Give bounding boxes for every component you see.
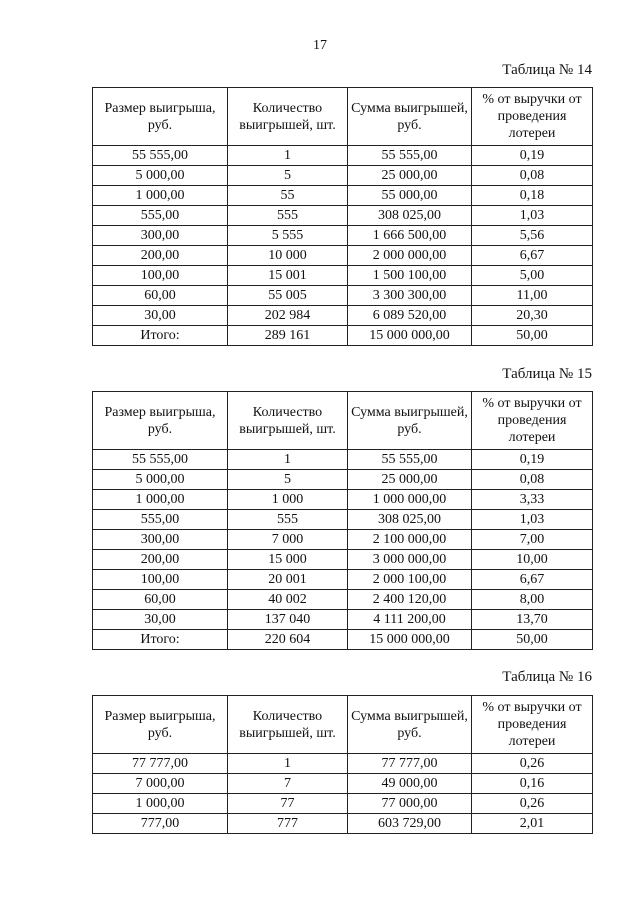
cell-prize-sum: 55 000,00 bbox=[348, 186, 472, 206]
cell-revenue-percent: 0,26 bbox=[472, 794, 593, 814]
cell-revenue-percent: 50,00 bbox=[472, 630, 593, 650]
cell-revenue-percent: 5,00 bbox=[472, 266, 593, 286]
cell-prize-sum: 1 500 100,00 bbox=[348, 266, 472, 286]
table-row bbox=[93, 266, 593, 286]
table-row bbox=[93, 814, 593, 834]
cell-prize-size: 1 000,00 bbox=[93, 186, 228, 206]
cell-prize-sum: 25 000,00 bbox=[348, 166, 472, 186]
table-16-caption: Таблица № 16 bbox=[502, 669, 592, 685]
cell-revenue-percent: 3,33 bbox=[472, 490, 593, 510]
header-revenue-percent: % от выручки от проведения лотереи bbox=[472, 88, 593, 146]
header-prize-sum: Сумма выигрышей, руб. bbox=[348, 392, 472, 450]
table-14-caption: Таблица № 14 bbox=[502, 62, 592, 78]
table-row bbox=[93, 570, 593, 590]
cell-prize-sum: 1 666 500,00 bbox=[348, 226, 472, 246]
cell-revenue-percent: 6,67 bbox=[472, 246, 593, 266]
cell-prize-size: 30,00 bbox=[93, 306, 228, 326]
cell-revenue-percent: 0,19 bbox=[472, 450, 593, 470]
header-prize-sum: Сумма выигрышей, руб. bbox=[348, 696, 472, 754]
cell-prize-size: 7 000,00 bbox=[93, 774, 228, 794]
cell-prize-sum: 55 555,00 bbox=[348, 146, 472, 166]
cell-revenue-percent: 0,19 bbox=[472, 146, 593, 166]
cell-prize-size: 60,00 bbox=[93, 286, 228, 306]
cell-prize-count: 20 001 bbox=[228, 570, 348, 590]
cell-revenue-percent: 0,08 bbox=[472, 166, 593, 186]
cell-prize-count: 7 000 bbox=[228, 530, 348, 550]
table-row bbox=[93, 530, 593, 550]
cell-prize-size: 555,00 bbox=[93, 510, 228, 530]
cell-prize-count: 1 bbox=[228, 754, 348, 774]
header-prize-size: Размер выигрыша, руб. bbox=[93, 392, 228, 450]
cell-prize-sum: 308 025,00 bbox=[348, 206, 472, 226]
table-row bbox=[93, 306, 593, 326]
table-row bbox=[93, 226, 593, 246]
cell-prize-sum: 77 000,00 bbox=[348, 794, 472, 814]
cell-prize-count: 555 bbox=[228, 510, 348, 530]
table-14 bbox=[92, 87, 593, 346]
cell-prize-size: 200,00 bbox=[93, 246, 228, 266]
cell-prize-size: 30,00 bbox=[93, 610, 228, 630]
cell-prize-sum: 2 000 000,00 bbox=[348, 246, 472, 266]
cell-prize-sum: 1 000 000,00 bbox=[348, 490, 472, 510]
table-row bbox=[93, 206, 593, 226]
cell-revenue-percent: 8,00 bbox=[472, 590, 593, 610]
cell-prize-size: 300,00 bbox=[93, 530, 228, 550]
cell-prize-sum: 4 111 200,00 bbox=[348, 610, 472, 630]
cell-prize-size: 5 000,00 bbox=[93, 166, 228, 186]
header-prize-size: Размер выигрыша, руб. bbox=[93, 696, 228, 754]
table-row bbox=[93, 630, 593, 650]
cell-prize-count: 5 bbox=[228, 166, 348, 186]
cell-prize-size: 55 555,00 bbox=[93, 450, 228, 470]
cell-prize-size: 100,00 bbox=[93, 570, 228, 590]
cell-prize-count: 5 555 bbox=[228, 226, 348, 246]
cell-prize-size: 300,00 bbox=[93, 226, 228, 246]
cell-prize-size: 55 555,00 bbox=[93, 146, 228, 166]
cell-revenue-percent: 20,30 bbox=[472, 306, 593, 326]
cell-prize-sum: 25 000,00 bbox=[348, 470, 472, 490]
table-header-row bbox=[93, 392, 593, 450]
cell-prize-count: 40 002 bbox=[228, 590, 348, 610]
table-row bbox=[93, 490, 593, 510]
cell-prize-size: 555,00 bbox=[93, 206, 228, 226]
cell-prize-size: 1 000,00 bbox=[93, 794, 228, 814]
table-row bbox=[93, 450, 593, 470]
cell-prize-count: 15 001 bbox=[228, 266, 348, 286]
cell-prize-count: 7 bbox=[228, 774, 348, 794]
cell-prize-size: 777,00 bbox=[93, 814, 228, 834]
table-header-row bbox=[93, 696, 593, 754]
cell-revenue-percent: 0,26 bbox=[472, 754, 593, 774]
table-row bbox=[93, 774, 593, 794]
table-row bbox=[93, 186, 593, 206]
table-row bbox=[93, 794, 593, 814]
cell-revenue-percent: 0,16 bbox=[472, 774, 593, 794]
cell-prize-count: 55 bbox=[228, 186, 348, 206]
cell-prize-sum: 3 300 300,00 bbox=[348, 286, 472, 306]
cell-prize-count: 77 bbox=[228, 794, 348, 814]
table-row bbox=[93, 590, 593, 610]
cell-prize-sum: 15 000 000,00 bbox=[348, 630, 472, 650]
cell-prize-size: 200,00 bbox=[93, 550, 228, 570]
header-revenue-percent: % от выручки от проведения лотереи bbox=[472, 392, 593, 450]
cell-prize-count: 5 bbox=[228, 470, 348, 490]
cell-revenue-percent: 11,00 bbox=[472, 286, 593, 306]
table-16 bbox=[92, 695, 593, 834]
cell-prize-size: 77 777,00 bbox=[93, 754, 228, 774]
cell-revenue-percent: 50,00 bbox=[472, 326, 593, 346]
cell-prize-count: 1 000 bbox=[228, 490, 348, 510]
table-15 bbox=[92, 391, 593, 650]
cell-revenue-percent: 6,67 bbox=[472, 570, 593, 590]
cell-prize-size: Итого: bbox=[93, 326, 228, 346]
table-row bbox=[93, 326, 593, 346]
table-row bbox=[93, 470, 593, 490]
cell-prize-size: 5 000,00 bbox=[93, 470, 228, 490]
cell-prize-sum: 55 555,00 bbox=[348, 450, 472, 470]
cell-prize-count: 137 040 bbox=[228, 610, 348, 630]
page-number: 17 bbox=[313, 38, 327, 53]
table-row bbox=[93, 754, 593, 774]
cell-prize-sum: 2 100 000,00 bbox=[348, 530, 472, 550]
cell-prize-sum: 2 000 100,00 bbox=[348, 570, 472, 590]
cell-prize-count: 55 005 bbox=[228, 286, 348, 306]
table-row bbox=[93, 610, 593, 630]
table-15-caption: Таблица № 15 bbox=[502, 366, 592, 382]
cell-revenue-percent: 0,08 bbox=[472, 470, 593, 490]
cell-prize-sum: 603 729,00 bbox=[348, 814, 472, 834]
cell-prize-sum: 49 000,00 bbox=[348, 774, 472, 794]
cell-revenue-percent: 0,18 bbox=[472, 186, 593, 206]
header-prize-size: Размер выигрыша, руб. bbox=[93, 88, 228, 146]
cell-prize-count: 220 604 bbox=[228, 630, 348, 650]
cell-prize-count: 1 bbox=[228, 146, 348, 166]
cell-prize-count: 1 bbox=[228, 450, 348, 470]
table-row bbox=[93, 286, 593, 306]
header-prize-count: Количество выигрышей, шт. bbox=[228, 696, 348, 754]
table-header-row bbox=[93, 88, 593, 146]
cell-revenue-percent: 5,56 bbox=[472, 226, 593, 246]
cell-revenue-percent: 2,01 bbox=[472, 814, 593, 834]
cell-prize-count: 10 000 bbox=[228, 246, 348, 266]
cell-prize-sum: 3 000 000,00 bbox=[348, 550, 472, 570]
cell-prize-size: 100,00 bbox=[93, 266, 228, 286]
cell-prize-sum: 6 089 520,00 bbox=[348, 306, 472, 326]
cell-prize-count: 555 bbox=[228, 206, 348, 226]
cell-prize-count: 15 000 bbox=[228, 550, 348, 570]
table-row bbox=[93, 550, 593, 570]
cell-revenue-percent: 1,03 bbox=[472, 510, 593, 530]
cell-prize-sum: 77 777,00 bbox=[348, 754, 472, 774]
cell-revenue-percent: 1,03 bbox=[472, 206, 593, 226]
header-prize-count: Количество выигрышей, шт. bbox=[228, 392, 348, 450]
table-row bbox=[93, 166, 593, 186]
cell-revenue-percent: 10,00 bbox=[472, 550, 593, 570]
cell-prize-count: 289 161 bbox=[228, 326, 348, 346]
cell-prize-count: 202 984 bbox=[228, 306, 348, 326]
cell-prize-size: 60,00 bbox=[93, 590, 228, 610]
cell-prize-sum: 15 000 000,00 bbox=[348, 326, 472, 346]
cell-prize-size: 1 000,00 bbox=[93, 490, 228, 510]
cell-prize-sum: 308 025,00 bbox=[348, 510, 472, 530]
cell-revenue-percent: 13,70 bbox=[472, 610, 593, 630]
table-row bbox=[93, 510, 593, 530]
table-row bbox=[93, 246, 593, 266]
cell-prize-count: 777 bbox=[228, 814, 348, 834]
cell-prize-sum: 2 400 120,00 bbox=[348, 590, 472, 610]
table-row bbox=[93, 146, 593, 166]
header-prize-sum: Сумма выигрышей, руб. bbox=[348, 88, 472, 146]
header-prize-count: Количество выигрышей, шт. bbox=[228, 88, 348, 146]
cell-revenue-percent: 7,00 bbox=[472, 530, 593, 550]
header-revenue-percent: % от выручки от проведения лотереи bbox=[472, 696, 593, 754]
cell-prize-size: Итого: bbox=[93, 630, 228, 650]
